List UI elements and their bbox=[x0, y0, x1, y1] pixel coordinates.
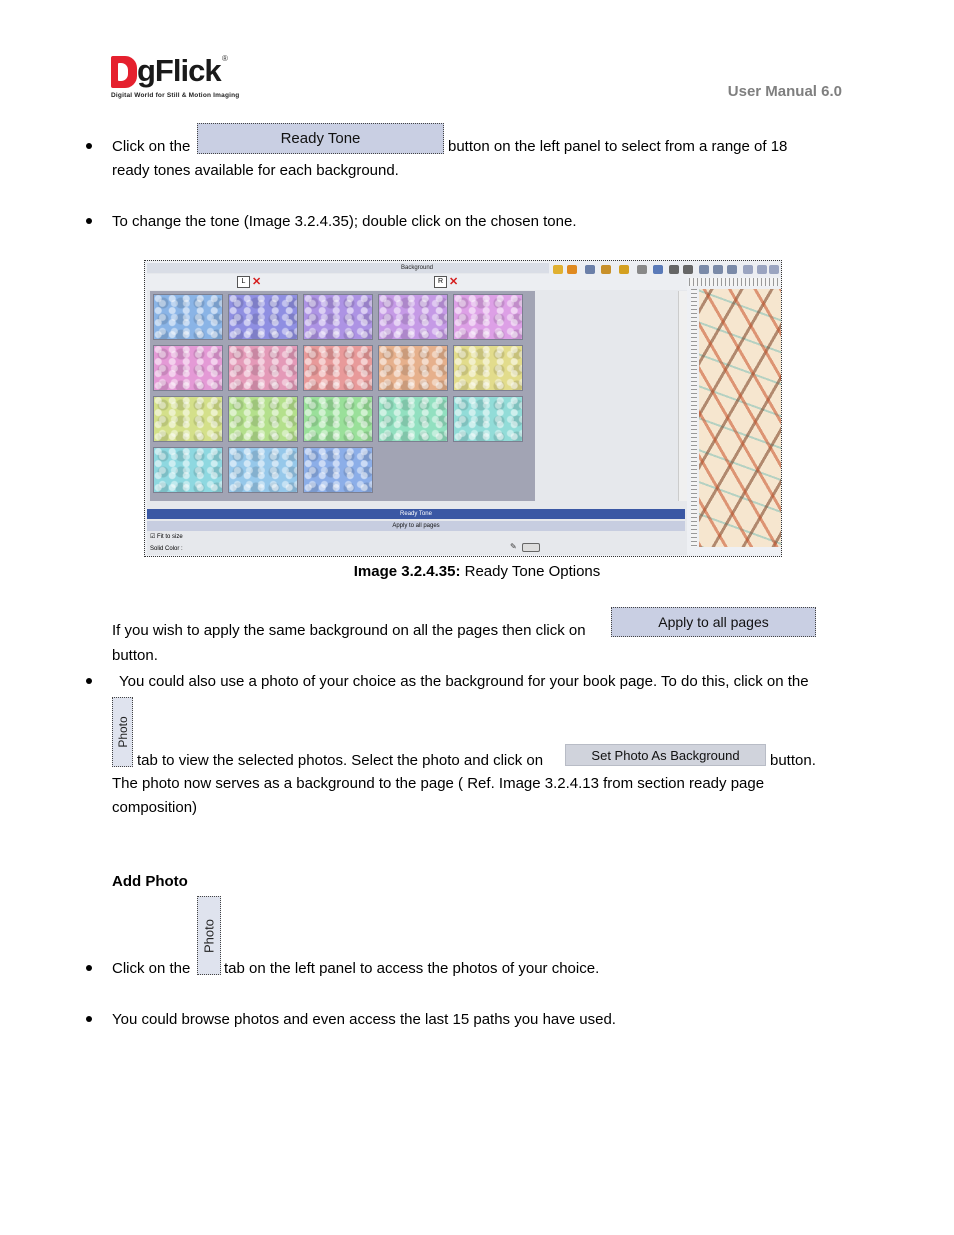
tone-tile[interactable] bbox=[303, 396, 373, 442]
tone-tile[interactable] bbox=[303, 447, 373, 493]
tone-tile[interactable] bbox=[453, 396, 523, 442]
apply-all-button-label: Apply to all pages bbox=[658, 614, 769, 630]
p4-line4: composition) bbox=[112, 799, 198, 816]
tone-tile[interactable] bbox=[228, 396, 298, 442]
p3-pre: If you wish to apply the same background on all the pages then click on bbox=[112, 622, 586, 639]
editor-toolbar bbox=[549, 263, 781, 277]
p1-line2: ready tones available for each background. bbox=[112, 162, 399, 179]
p5-pre: Click on the bbox=[112, 960, 191, 977]
p2-text: To change the tone (Image 3.2.4.35); double click on the chosen tone. bbox=[112, 213, 577, 230]
tone-grid-scrollbar[interactable] bbox=[678, 291, 687, 501]
bullet bbox=[86, 678, 92, 684]
set-photo-button-label: Set Photo As Background bbox=[591, 747, 740, 763]
fill-icon[interactable] bbox=[619, 265, 629, 274]
horizontal-ruler bbox=[689, 278, 781, 286]
apply-to-all-pages-button-image bbox=[611, 607, 816, 637]
tone-tile[interactable] bbox=[153, 345, 223, 391]
tone-tile[interactable] bbox=[153, 447, 223, 493]
ready-tone-button-label: Ready Tone bbox=[280, 130, 361, 147]
fit-to-size-label: Fit to size bbox=[157, 534, 183, 540]
tone-tile[interactable] bbox=[453, 294, 523, 340]
logo-tagline: Digital World for Still & Motion Imaging bbox=[111, 92, 240, 99]
p4-line2-post: button. bbox=[770, 752, 816, 769]
set-photo-as-background-button-image bbox=[565, 744, 766, 766]
ready-tone-tab[interactable]: Ready Tone bbox=[147, 509, 685, 519]
tone-tile[interactable] bbox=[228, 447, 298, 493]
arrange-icon[interactable] bbox=[585, 265, 595, 274]
logo-d-mark bbox=[111, 56, 137, 88]
bullet bbox=[86, 965, 92, 971]
right-page-button[interactable]: R bbox=[434, 276, 447, 288]
tone-grid bbox=[150, 291, 535, 501]
zoom-fit-icon[interactable] bbox=[727, 265, 737, 274]
rotate-icon[interactable] bbox=[637, 265, 647, 274]
solid-color-label: Solid Color : bbox=[150, 546, 183, 552]
caption-text: Ready Tone Options bbox=[464, 563, 601, 580]
align-icon[interactable] bbox=[601, 265, 611, 274]
left-page-button[interactable]: L bbox=[237, 276, 250, 288]
ready-tone-screenshot bbox=[144, 260, 782, 557]
tone-tile[interactable] bbox=[153, 294, 223, 340]
settings-icon[interactable] bbox=[769, 265, 779, 274]
eyedropper-icon[interactable]: ✎ bbox=[510, 542, 517, 551]
color-swatch-button[interactable] bbox=[522, 543, 540, 552]
guides-icon[interactable] bbox=[757, 265, 767, 274]
section-heading-add-photo: Add Photo bbox=[112, 873, 188, 890]
tone-tile[interactable] bbox=[378, 396, 448, 442]
background-panel bbox=[147, 263, 687, 555]
remove-right-icon[interactable]: ✕ bbox=[449, 276, 459, 288]
tone-tile[interactable] bbox=[378, 294, 448, 340]
tone-tile[interactable] bbox=[303, 345, 373, 391]
tone-tile[interactable] bbox=[453, 345, 523, 391]
tone-tile[interactable] bbox=[153, 396, 223, 442]
vertical-ruler bbox=[691, 289, 697, 547]
logo-wordmark: gFlick bbox=[137, 53, 221, 88]
ready-tone-button-image bbox=[197, 123, 444, 154]
page-canvas-preview[interactable] bbox=[699, 289, 782, 547]
manual-version-label: User Manual 6.0 bbox=[727, 83, 842, 100]
p1-post: button on the left panel to select from a range of 18 bbox=[448, 138, 788, 155]
p3-line2: button. bbox=[112, 647, 158, 664]
bullet bbox=[86, 143, 92, 149]
lock-icon[interactable] bbox=[553, 265, 563, 274]
p6-text: You could browse photos and even access the last 15 paths you have used. bbox=[112, 1011, 616, 1028]
grid-icon[interactable] bbox=[743, 265, 753, 274]
p5-post: tab on the left panel to access the photos of your choice. bbox=[224, 960, 600, 977]
photo-tab-image bbox=[112, 697, 133, 767]
redo-icon[interactable] bbox=[683, 265, 693, 274]
background-panel-title: Background bbox=[147, 263, 687, 273]
zoom-out-icon[interactable] bbox=[713, 265, 723, 274]
layer-icon[interactable] bbox=[567, 265, 577, 274]
p4-line1: You could also use a photo of your choice as the background for your book page. To do this, click on the bbox=[119, 673, 809, 690]
tone-tile[interactable] bbox=[378, 345, 448, 391]
tone-tile[interactable] bbox=[228, 345, 298, 391]
undo-icon[interactable] bbox=[669, 265, 679, 274]
photo-tab-label: Photo bbox=[115, 716, 130, 748]
photo-tab-label: Photo bbox=[201, 918, 217, 953]
apply-to-all-pages-button[interactable]: Apply to all pages bbox=[147, 521, 685, 531]
splitter[interactable] bbox=[147, 501, 685, 507]
zoom-in-icon[interactable] bbox=[699, 265, 709, 274]
p1-pre: Click on the bbox=[112, 138, 191, 155]
tone-tile[interactable] bbox=[303, 294, 373, 340]
fit-to-size-option[interactable]: ☑ Fit to size bbox=[150, 534, 183, 540]
remove-left-icon[interactable]: ✕ bbox=[252, 276, 262, 288]
flip-icon[interactable] bbox=[653, 265, 663, 274]
figure-caption bbox=[0, 561, 954, 583]
logo-registered-mark: ® bbox=[222, 54, 228, 63]
p4-line2-pre: tab to view the selected photos. Select the photo and click on bbox=[137, 752, 544, 769]
bullet bbox=[86, 218, 92, 224]
caption-label: Image 3.2.4.35: bbox=[353, 563, 461, 580]
p4-line3: The photo now serves as a background to the page ( Ref. Image 3.2.4.13 from section ready page bbox=[112, 775, 765, 792]
bullet bbox=[86, 1016, 92, 1022]
photo-tab-image bbox=[197, 896, 221, 975]
tone-tile[interactable] bbox=[228, 294, 298, 340]
